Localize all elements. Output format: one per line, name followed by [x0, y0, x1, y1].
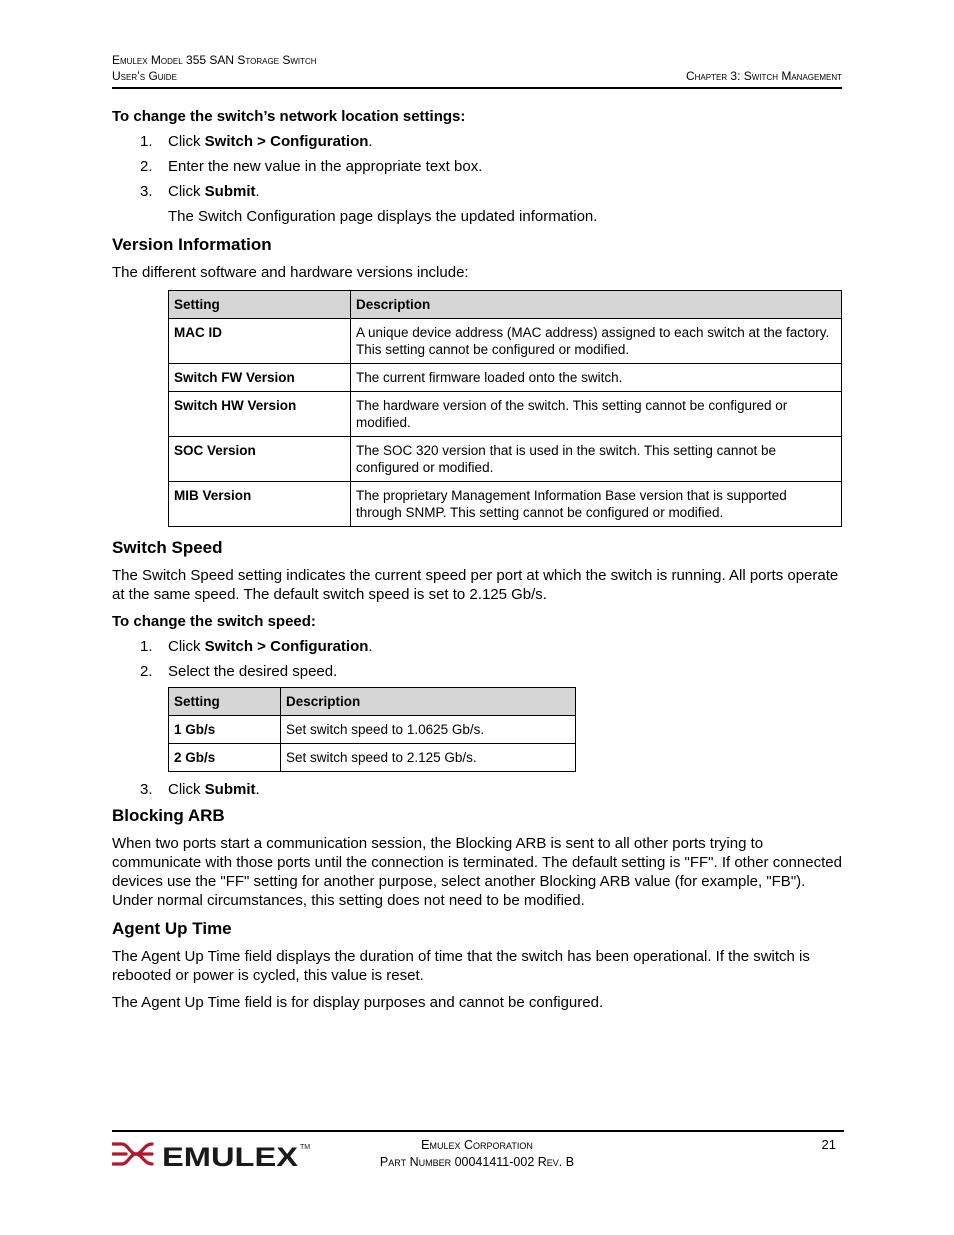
- column-header: Description: [281, 688, 576, 716]
- table-row: [169, 437, 842, 482]
- heading-agent-up-time: Agent Up Time: [112, 919, 232, 938]
- table-cell: 2 Gb/s: [169, 744, 281, 772]
- logo-trademark: TM: [300, 1144, 311, 1151]
- table-header-row: [169, 291, 842, 319]
- page-content: [112, 107, 842, 1020]
- speed-steps-continued: [112, 780, 842, 799]
- table-cell: The proprietary Management Information Base version that is supported through SNMP. This setting cannot be configured or modified.: [351, 482, 842, 527]
- column-header: Description: [351, 291, 842, 319]
- table-header-row: [169, 688, 576, 716]
- menu-path: Switch > Configuration: [204, 638, 369, 655]
- version-table: [168, 290, 842, 527]
- header-doc-title: Emulex Model 355 SAN Storage Switch: [112, 53, 317, 67]
- table-cell: MAC ID: [169, 319, 351, 364]
- step-result: The Switch Configuration page displays the updated information.: [168, 208, 598, 225]
- table-cell: SOC Version: [169, 437, 351, 482]
- heading-switch-speed: Switch Speed: [112, 538, 223, 557]
- page-number: 21: [821, 1137, 836, 1152]
- header-chapter: Chapter 3: Switch Management: [685, 69, 842, 83]
- location-steps: [112, 132, 842, 201]
- submit-label: Submit: [204, 183, 256, 200]
- submit-label: Submit: [204, 781, 256, 798]
- page-header: [112, 52, 842, 84]
- menu-path: Switch > Configuration: [204, 133, 369, 150]
- header-rule: [112, 87, 842, 89]
- table-cell: The hardware version of the switch. This setting cannot be configured or modified.: [351, 392, 842, 437]
- step: 2. Select the desired speed.: [140, 663, 338, 680]
- table-cell: Set switch speed to 1.0625 Gb/s.: [281, 716, 576, 744]
- step: 3. Click Submit.: [140, 183, 260, 200]
- footer-part-number: Part Number 00041411-002 Rev. B: [379, 1155, 575, 1169]
- version-intro: The different software and hardware versions include:: [112, 264, 469, 281]
- footer-company: Emulex Corporation: [421, 1138, 533, 1152]
- uptime-paragraph-1: The Agent Up Time field displays the duration of time that the switch has been operational. If the switch is rebooted or power is cycled, this value is reset.: [112, 948, 810, 984]
- footer-rule: [112, 1130, 844, 1132]
- speed-intro: The Switch Speed setting indicates the current speed per port at which the switch is running. All ports operate at the same speed. The default switch speed is set to 2.125 Gb/s.: [112, 567, 839, 603]
- step: 1. Click Switch > Configuration.: [140, 638, 373, 655]
- table-row: [169, 744, 576, 772]
- uptime-paragraph-2: The Agent Up Time field is for display purposes and cannot be configured.: [112, 994, 604, 1011]
- table-cell: A unique device address (MAC address) assigned to each switch at the factory. This setting cannot be configured or modified.: [351, 319, 842, 364]
- table-row: [169, 364, 842, 392]
- speed-steps: [112, 637, 842, 681]
- table-row: [169, 319, 842, 364]
- heading-version-information: Version Information: [112, 235, 272, 254]
- procedure-title-speed: To change the switch speed:: [112, 613, 316, 630]
- heading-blocking-arb: Blocking ARB: [112, 806, 225, 825]
- speed-table: [168, 687, 576, 772]
- table-cell: Switch FW Version: [169, 364, 351, 392]
- logo-wordmark: EMULEX: [162, 1142, 298, 1171]
- step: 1. Click Switch > Configuration.: [140, 133, 373, 150]
- table-row: [169, 392, 842, 437]
- table-row: [169, 482, 842, 527]
- header-doc-subtitle: User’s Guide: [112, 69, 177, 83]
- table-cell: Switch HW Version: [169, 392, 351, 437]
- step: 2. Enter the new value in the appropriate text box.: [140, 158, 483, 175]
- emulex-logo-icon: [112, 1137, 312, 1171]
- step: 3. Click Submit.: [140, 781, 260, 798]
- table-cell: MIB Version: [169, 482, 351, 527]
- procedure-title-location: To change the switch’s network location settings:: [112, 108, 466, 125]
- column-header: Setting: [169, 688, 281, 716]
- column-header: Setting: [169, 291, 351, 319]
- emulex-logo: [112, 1137, 312, 1171]
- table-cell: The current firmware loaded onto the switch.: [351, 364, 842, 392]
- table-cell: The SOC 320 version that is used in the switch. This setting cannot be configured or modified.: [351, 437, 842, 482]
- table-cell: Set switch speed to 2.125 Gb/s.: [281, 744, 576, 772]
- table-cell: 1 Gb/s: [169, 716, 281, 744]
- arb-paragraph: When two ports start a communication session, the Blocking ARB is sent to all other ports trying to communicate with those ports until the connection is terminated. The default setting is "FF". If other connected devices use the "FF" setting for another purpose, select another Blocking ARB value (for example, "FB"). Under normal circumstances, this setting does not need to be modified.: [112, 835, 842, 909]
- table-row: [169, 716, 576, 744]
- footer-center: [354, 1137, 600, 1171]
